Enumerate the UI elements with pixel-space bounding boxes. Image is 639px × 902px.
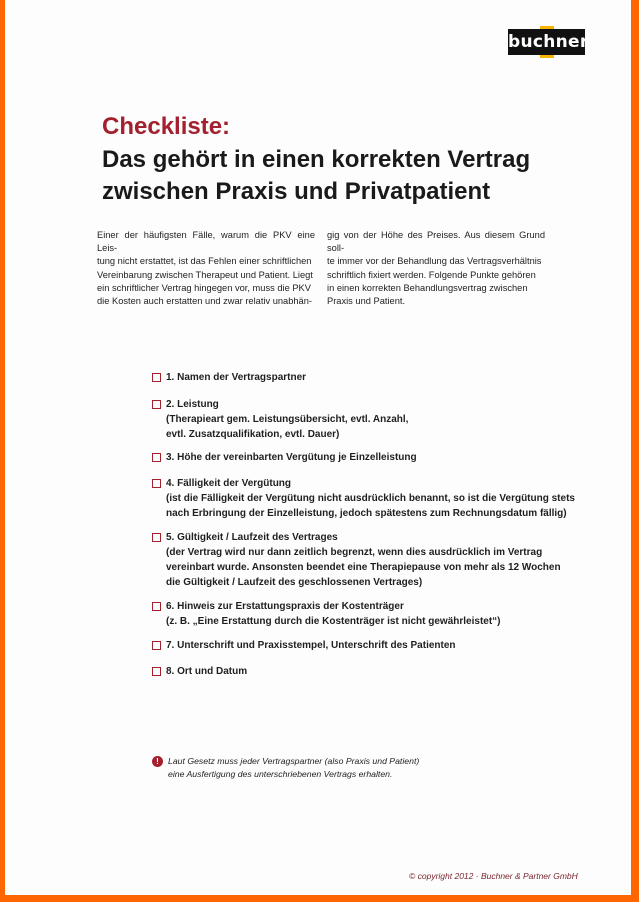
document-page xyxy=(5,0,631,895)
checklist-item[interactable] xyxy=(152,664,572,679)
checklist-item[interactable] xyxy=(152,638,572,653)
checklist-item-text xyxy=(166,664,572,679)
item-line: 4. Fälligkeit der Vergütung xyxy=(166,478,292,489)
item-line: vereinbart wurde. Ansonsten beendet eine Therapiepause von mehr als 12 Wochen xyxy=(166,562,561,573)
intro-line: tung nicht erstattet, ist das Fehlen einer schriftlichen xyxy=(97,256,312,267)
intro-line: die Kosten auch erstatten und zwar relativ unabhän- xyxy=(97,296,312,307)
item-line: 5. Gültigkeit / Laufzeit des Vertrages xyxy=(166,532,338,543)
exclamation-icon: ! xyxy=(152,756,163,767)
checklist-item-text xyxy=(166,530,572,590)
checkbox[interactable] xyxy=(152,373,161,382)
checklist-item[interactable] xyxy=(152,476,575,521)
checklist-item-text xyxy=(166,599,572,629)
checkbox[interactable] xyxy=(152,641,161,650)
checklist-item[interactable] xyxy=(152,450,572,465)
checkbox[interactable] xyxy=(152,453,161,462)
intro-line: Einer der häufigsten Fälle, warum die PKV eine Leis- xyxy=(97,230,315,254)
checklist-item[interactable] xyxy=(152,397,572,442)
checklist-item[interactable] xyxy=(152,530,572,590)
intro-line: te immer vor der Behandlung das Vertragsverhältnis xyxy=(327,256,542,267)
checklist-item-text xyxy=(166,450,572,465)
intro-line: Vereinbarung zwischen Therapeut und Patient. Liegt xyxy=(97,269,313,280)
checkbox[interactable] xyxy=(152,667,161,676)
checklist-item-text xyxy=(166,370,572,385)
intro-column-1 xyxy=(97,229,315,308)
checklist-item[interactable] xyxy=(152,599,572,629)
item-line: die Gültigkeit / Laufzeit des geschlossenen Vertrages) xyxy=(166,577,423,588)
checklist-item-text xyxy=(166,476,575,521)
item-line: nach Erbringung der Einzelleistung, jedoch spätestens zum Rechnungsdatum fällig) xyxy=(166,508,567,519)
item-line: (z. B. „Eine Erstattung durch die Kostenträger ist nicht gewährleistet“) xyxy=(166,616,501,627)
item-line: (ist die Fälligkeit der Vergütung nicht ausdrücklich benannt, so ist die Vergütung stets xyxy=(166,493,575,504)
copyright: © copyright 2012 · Buchner & Partner GmbH xyxy=(409,871,578,881)
item-line: 1. Namen der Vertragspartner xyxy=(166,372,307,383)
kicker-heading: Checkliste: xyxy=(102,113,231,140)
title-line: Das gehört in einen korrekten Vertrag xyxy=(102,146,531,173)
item-line: 2. Leistung xyxy=(166,399,219,410)
buchner-logo: buchner xyxy=(508,29,585,55)
intro-line: ein schriftlicher Vertrag hingegen vor, muss die PKV xyxy=(97,282,311,293)
note-line: Laut Gesetz muss jeder Vertragspartner (also Praxis und Patient) xyxy=(168,756,420,766)
item-line: (der Vertrag wird nur dann zeitlich begrenzt, wenn dies ausdrücklich im Vertrag xyxy=(166,547,543,558)
intro-column-2 xyxy=(327,229,545,308)
item-line: 3. Höhe der vereinbarten Vergütung je Einzelleistung xyxy=(166,452,417,463)
item-line: 8. Ort und Datum xyxy=(166,666,248,677)
intro-line: schriftlich fixiert werden. Folgende Punkte gehören xyxy=(327,269,536,280)
item-line: (Therapieart gem. Leistungsübersicht, evtl. Anzahl, xyxy=(166,414,409,425)
checkbox[interactable] xyxy=(152,602,161,611)
legal-note xyxy=(152,755,419,781)
intro-line: gig von der Höhe des Preises. Aus diesem Grund soll- xyxy=(327,230,545,254)
item-line: 7. Unterschrift und Praxisstempel, Unterschrift des Patienten xyxy=(166,640,456,651)
title-line: zwischen Praxis und Privatpatient xyxy=(102,178,491,205)
checkbox[interactable] xyxy=(152,400,161,409)
checklist-item-text xyxy=(166,397,572,442)
checkbox[interactable] xyxy=(152,479,161,488)
checklist-item-text xyxy=(166,638,572,653)
item-line: evtl. Zusatzqualifikation, evtl. Dauer) xyxy=(166,429,340,440)
intro-line: in einen korrekten Behandlungsvertrag zwischen xyxy=(327,282,528,293)
intro-line: Praxis und Patient. xyxy=(327,296,406,307)
checklist-item[interactable] xyxy=(152,370,572,385)
page-title xyxy=(102,144,582,208)
item-line: 6. Hinweis zur Erstattungspraxis der Kostenträger xyxy=(166,601,404,612)
note-line: eine Ausfertigung des unterschriebenen Vertrags erhalten. xyxy=(168,769,393,779)
checkbox[interactable] xyxy=(152,533,161,542)
